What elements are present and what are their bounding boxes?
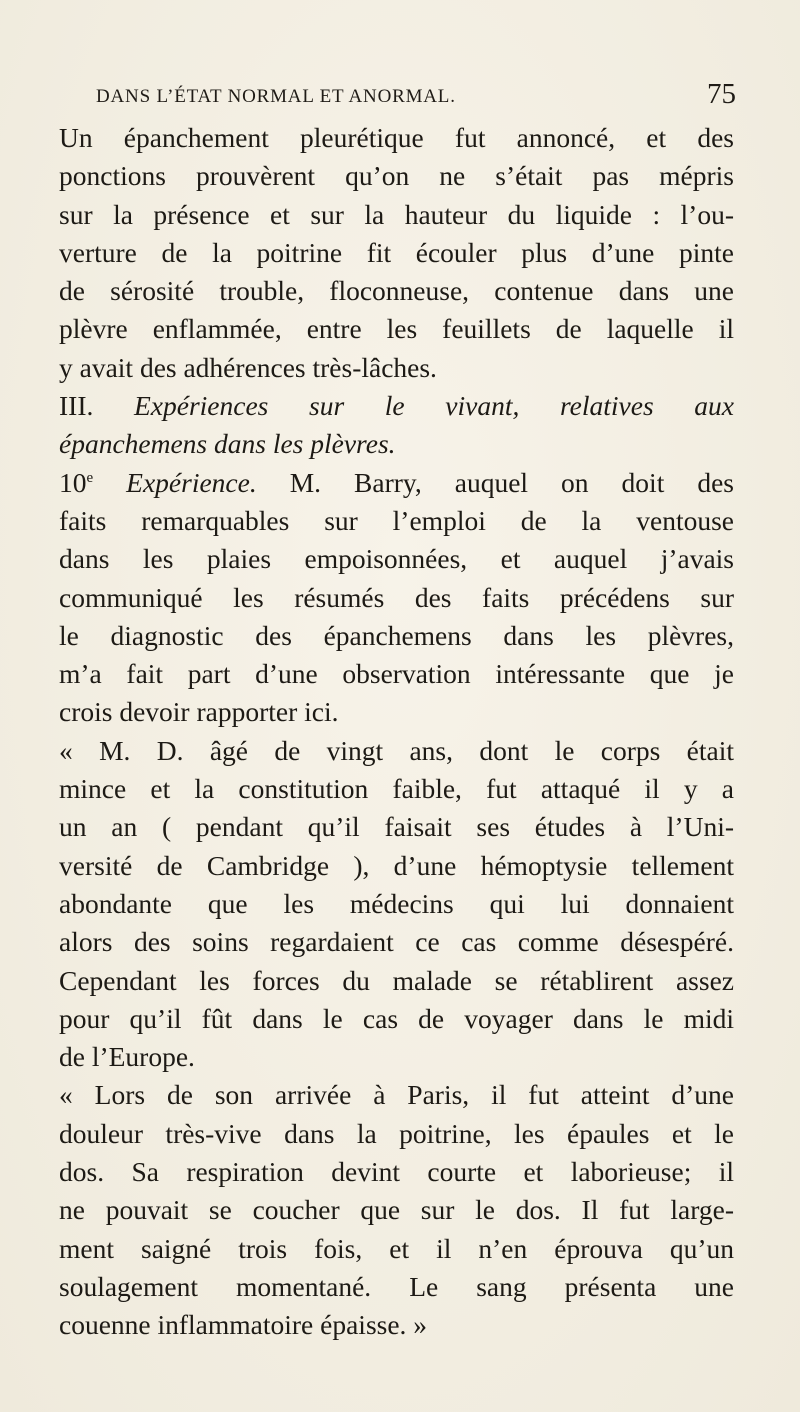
page-header [96,78,736,118]
text-line: communiqué les résumés des faits précédens sur [59,581,734,613]
text-line: ment saigné trois fois, et il n’en éprouva qu’un [59,1232,734,1264]
text-line: de l’Europe. [59,1041,195,1073]
text-line: y avait des adhérences très-lâches. [59,351,437,383]
text-line: plèvre enflammée, entre les feuillets de laquelle il [59,313,734,345]
text-line: soulagement momentané. Le sang présenta une [59,1270,734,1302]
text-line: ne pouvait se coucher que sur le dos. Il fut large- [59,1194,734,1226]
text-line: dans les plaies empoisonnées, et auquel j’avais [59,543,734,575]
text-line: Un épanchement pleurétique fut annoncé, et des [59,122,734,153]
text-line: versité de Cambridge ), d’une hémoptysie tellement [59,849,734,881]
page-number: 75 [707,78,736,110]
text-line: mince et la constitution faible, fut attaqué il y a [59,773,734,805]
body-text [59,119,734,1345]
text-line: m’a fait part d’une observation intéressante que je [59,658,734,690]
text-line: alors des soins regardaient ce cas comme désespéré. [59,926,734,958]
section-number: III. [59,390,94,422]
experiment-superscript: e [86,469,94,486]
text-line: crois devoir rapporter ici. [59,696,339,728]
text-line: « Lors de son arrivée à Paris, il fut atteint d’une [59,1079,734,1111]
experiment-number: 10 [59,466,87,498]
text-line: « M. D. âgé de vingt ans, dont le corps était [59,734,734,766]
text-line: douleur très-vive dans la poitrine, les épaules et le [59,1117,734,1149]
text-line: abondante que les médecins qui lui donnaient [59,887,734,919]
experiment-heading-line [59,464,734,502]
text-line: le diagnostic des épanchemens dans les plèvres, [59,619,734,651]
text-line: ponctions prouvèrent qu’on ne s’était pas mépris [59,160,734,192]
running-head: DANS L’ÉTAT NORMAL ET ANORMAL. [96,86,456,107]
text-line: faits remarquables sur l’emploi de la ventouse [59,504,734,536]
section-title: Expériences sur le vivant, relatives aux [134,390,734,422]
text-line: de sérosité trouble, floconneuse, contenue dans une [59,275,734,307]
experiment-label: Expérience. [126,466,257,498]
experiment-line-rest: M. Barry, auquel on doit des [289,466,734,498]
section-title-continued: épanchemens dans les plèvres. [59,428,396,460]
text-line: couenne inflammatoire épaisse. » [59,1309,428,1341]
text-line: sur la présence et sur la hauteur du liquide : l’ou- [59,198,734,230]
text-line: un an ( pendant qu’il faisait ses études à l’Uni- [59,811,734,843]
text-line: verture de la poitrine fit écouler plus d’une pinte [59,236,734,268]
text-line: pour qu’il fût dans le cas de voyager dans le midi [59,1002,734,1034]
text-line: dos. Sa respiration devint courte et laborieuse; il [59,1156,734,1188]
text-line: Cependant les forces du malade se rétablirent assez [59,964,734,996]
section-heading [59,387,734,425]
